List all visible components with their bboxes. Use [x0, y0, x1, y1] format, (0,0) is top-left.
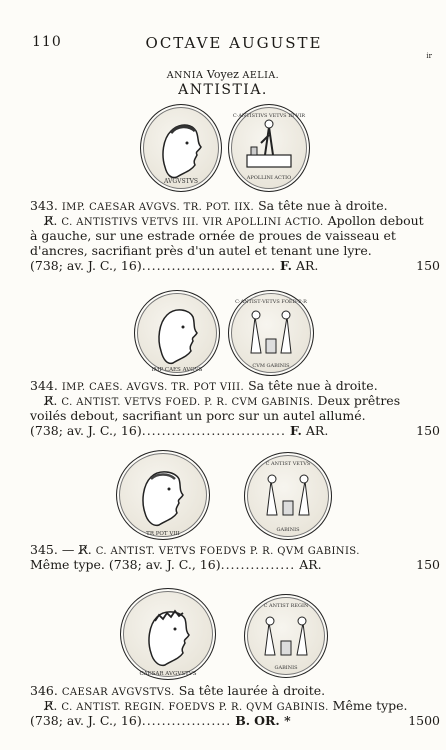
entry-number: 344. — [30, 378, 58, 393]
coin-344-obverse-legend: IMP CAES AVGVS — [151, 367, 203, 373]
obverse-description: Sa tête laurée à droite. — [178, 683, 326, 698]
page-number: 110 — [32, 34, 62, 50]
coin-345-obverse-legend: TR POT VIII — [146, 531, 180, 537]
date: (738; av. J. C., 16) — [30, 713, 142, 728]
coin-345-obverse — [116, 450, 210, 540]
description-line: voilés debout, sacrifiant un porc sur un autel allumé. — [30, 408, 366, 423]
reverse-mark: R̸. — [44, 698, 58, 713]
coin-345-reverse-exergue: GABINIS — [276, 527, 300, 533]
entry-number: 343. — [30, 198, 58, 213]
reverse-description: Même type. — [332, 698, 408, 713]
cross-ref-voyez: Voyez — [206, 68, 239, 81]
cross-reference — [0, 68, 446, 81]
date: (738; av. J. C., 16) — [30, 423, 142, 438]
obverse-legend: IMP. CAES. AVGVS. TR. POT VIII. — [61, 382, 245, 393]
coin-346-obverse-legend: CAESAR AVGVSTVS — [139, 671, 197, 677]
price: 150 — [416, 423, 440, 438]
coin-343-reverse — [228, 104, 310, 192]
leader-dots: ............... — [220, 557, 296, 572]
metal: AR. — [299, 557, 322, 572]
description-line: d'ancres, sacrifiant près d'un autel et tenant une lyre. — [30, 243, 372, 258]
coin-346-reverse-legend: C ANTIST REGIN — [263, 603, 309, 609]
reverse-legend: C. ANTISTIVS VETVS III. VIR APOLLINI ACTIO. — [61, 217, 324, 228]
reverse-description: Apollon debout — [327, 213, 424, 228]
reverse-legend: C. ANTIST. VETVS FOEDVS P. R. QVM GABINIS. — [95, 546, 360, 557]
price: 150 — [416, 557, 440, 572]
running-title: OCTAVE AUGUSTE — [145, 34, 323, 52]
reverse-description: Deux prêtres — [317, 393, 401, 408]
metal: AR. — [295, 258, 319, 273]
reverse-mark: R̸. — [44, 393, 58, 408]
leader-dots: .................. — [141, 713, 232, 728]
entry-345 — [30, 542, 440, 572]
grade: B. — [235, 713, 251, 728]
entry-343 — [30, 198, 440, 273]
coin-346-obverse — [120, 588, 216, 680]
section-title: ANTISTIA. — [178, 82, 268, 98]
reverse-legend: C. ANTIST. VETVS FOED. P. R. CVM GABINIS. — [61, 397, 314, 408]
entry-346 — [30, 683, 440, 728]
grade: F. — [289, 423, 302, 438]
cross-ref-from: ANNIA — [166, 70, 204, 81]
coin-343-obverse — [140, 104, 222, 192]
coin-344-reverse-exergue: CVM GABINIS — [252, 363, 290, 369]
same-as-above-dash: — — [61, 542, 75, 557]
obverse-description: Sa tête nue à droite. — [248, 378, 378, 393]
date: (738; av. J. C., 16) — [30, 258, 142, 273]
obverse-description: Sa tête nue à droite. — [258, 198, 388, 213]
coin-344-reverse — [228, 290, 314, 376]
coin-345-reverse — [244, 452, 332, 540]
price: 150 — [416, 258, 440, 273]
grade: F. — [280, 258, 292, 273]
coin-346-reverse — [244, 594, 328, 678]
reverse-description: Même type. — [30, 557, 105, 572]
reverse-mark: R̸. — [78, 542, 92, 557]
entry-344 — [30, 378, 440, 438]
description-line: à gauche, sur une estrade ornée de proues de vaisseau et — [30, 228, 396, 243]
coin-345-reverse-legend: C ANTIST VETVS — [265, 461, 311, 467]
obverse-legend: CAESAR AVGVSTVS. — [61, 687, 175, 698]
leader-dots: ........................... — [141, 258, 277, 273]
metal: OR. * — [254, 713, 291, 728]
cross-ref-to: AELIA. — [242, 70, 280, 81]
metal: AR. — [305, 423, 329, 438]
leader-dots: ............................. — [141, 423, 286, 438]
entry-number: 346. — [30, 683, 58, 698]
coin-343-reverse-legend: C·ANTISTIVS VETVS III VIR — [232, 113, 306, 119]
coin-343-obverse-legend: AVGVSTVS — [163, 178, 199, 185]
coin-346-reverse-exergue: GABINIS — [274, 665, 298, 671]
date: (738; av. J. C., 16) — [108, 557, 221, 572]
reverse-legend: C. ANTIST. REGIN. FOEDVS P. R. QVM GABINIS. — [61, 702, 329, 713]
reverse-mark: R̸. — [44, 213, 58, 228]
entry-number: 345. — [30, 542, 58, 557]
obverse-legend: IMP. CAESAR AVGVS. TR. POT. IIX. — [61, 202, 255, 213]
running-header — [32, 34, 436, 54]
coin-344-reverse-legend: C·ANTIST·VETVS FOED·P·R — [235, 299, 307, 305]
margin-note: ir — [426, 52, 432, 60]
coin-344-obverse — [134, 290, 220, 376]
price: 1500 — [408, 713, 440, 728]
coin-343-reverse-exergue: APOLLINI ACTIO — [246, 175, 292, 181]
